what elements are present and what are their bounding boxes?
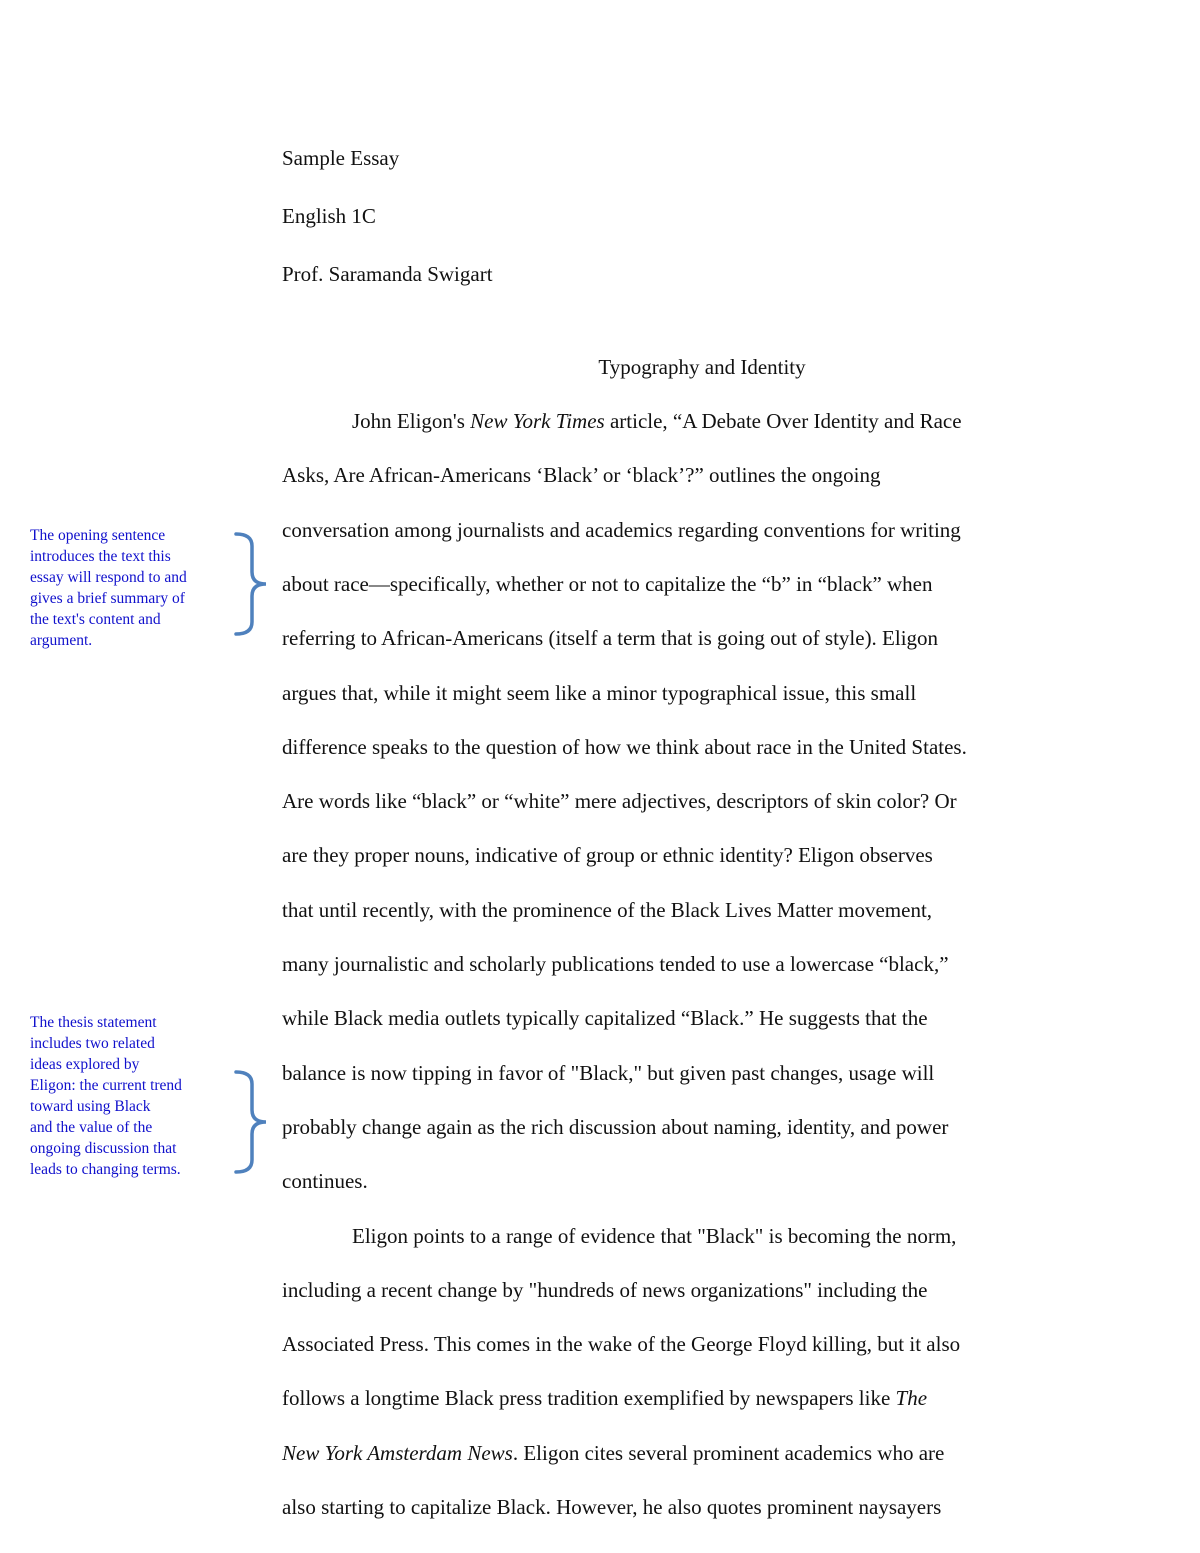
body-text-run: John Eligon's: [352, 409, 471, 433]
annotation-line: ideas explored by: [30, 1056, 140, 1073]
professor-name: Prof. Saramanda Swigart: [282, 262, 493, 286]
body-line: difference speaks to the question of how we think about race in the United States.: [282, 735, 967, 759]
body-line: [352, 408, 962, 434]
body-line: probably change again as the rich discussion about naming, identity, and power: [282, 1115, 949, 1139]
annotation-line: the text's content and: [30, 611, 161, 628]
body-line: balance is now tipping in favor of "Black," but given past changes, usage will: [282, 1061, 935, 1085]
body-line: referring to African-Americans (itself a term that is going out of style). Eligon: [282, 626, 939, 650]
annotation-line: leads to changing terms.: [30, 1161, 181, 1178]
curly-brace-icon: [232, 1068, 276, 1176]
body-line: Associated Press. This comes in the wake of the George Floyd killing, but it also: [282, 1332, 961, 1356]
body-line: that until recently, with the prominence of the Black Lives Matter movement,: [282, 898, 933, 922]
body-line: [282, 1440, 944, 1466]
body-line: Asks, Are African-Americans ‘Black’ or ‘black’?” outlines the ongoing: [282, 463, 881, 487]
annotation-line: argument.: [30, 632, 93, 649]
body-line: while Black media outlets typically capitalized “Black.” He suggests that the: [282, 1006, 928, 1030]
author-name: Sample Essay: [282, 146, 400, 170]
body-line: Eligon points to a range of evidence that "Black" is becoming the norm,: [352, 1224, 957, 1248]
body-line: also starting to capitalize Black. However, he also quotes prominent naysayers: [282, 1495, 942, 1519]
italic-title: The: [895, 1386, 928, 1410]
italic-title: New York Amsterdam News: [282, 1441, 513, 1465]
annotation-line: The opening sentence: [30, 527, 166, 544]
curly-brace-icon: [232, 530, 276, 638]
body-line: are they proper nouns, indicative of group or ethnic identity? Eligon observes: [282, 843, 933, 867]
body-line: argues that, while it might seem like a minor typographical issue, this small: [282, 681, 917, 705]
body-line: continues.: [282, 1169, 368, 1193]
annotation-thesis-statement: [30, 1012, 235, 1180]
italic-title: New York Times: [470, 409, 605, 433]
body-line: conversation among journalists and academics regarding conventions for writing: [282, 518, 961, 542]
body-line: including a recent change by "hundreds of news organizations" including the: [282, 1278, 928, 1302]
annotation-line: and the value of the: [30, 1119, 153, 1136]
body-line: about race—specifically, whether or not to capitalize the “b” in “black” when: [282, 572, 933, 596]
course-name: English 1C: [282, 204, 376, 228]
body-text-run: article, “A Debate Over Identity and Race: [604, 409, 962, 433]
body-line: many journalistic and scholarly publications tended to use a lowercase “black,”: [282, 952, 949, 976]
annotation-line: essay will respond to and: [30, 569, 187, 586]
body-text-run: . Eligon cites several prominent academics who are: [512, 1441, 945, 1465]
annotation-line: The thesis statement: [30, 1014, 157, 1031]
annotation-line: ongoing discussion that: [30, 1140, 177, 1157]
annotation-line: toward using Black: [30, 1098, 151, 1115]
body-line: Are words like “black” or “white” mere adjectives, descriptors of skin color? Or: [282, 789, 957, 813]
annotation-line: gives a brief summary of: [30, 590, 185, 607]
annotation-line: introduces the text this: [30, 548, 171, 565]
annotation-line: includes two related: [30, 1035, 155, 1052]
body-line: [282, 1385, 927, 1411]
body-text-run: follows a longtime Black press tradition exemplified by newspapers like: [282, 1386, 896, 1410]
essay-title: Typography and Identity: [598, 355, 806, 379]
annotation-line: Eligon: the current trend: [30, 1077, 182, 1094]
annotation-opening-sentence: [30, 525, 235, 651]
